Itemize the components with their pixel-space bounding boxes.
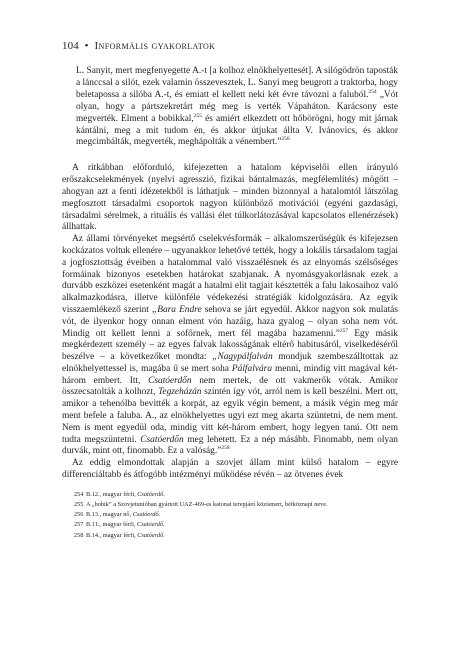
footnote [74,520,398,530]
paragraph-text: Egy másik megkérdezett személy – az egyes falvak lakosságának eltérő habitusáról, viselkedéséről beszélve – a következőket mondta: [62,328,398,363]
block-quote [76,66,398,149]
body-paragraph: Az eddig elmondottak alapján a szovjet állam mint külső hatalom – egyre differenciáltabb és átfogóbb intézményi működése révén – az ötvenes évek [62,458,398,481]
italic-text: Tegzeházán [158,387,202,398]
italic-text: Pálfalvára [231,363,273,374]
paragraph-text: szintén így vót, arról nem is kell beszélni. Mert ott, amikor a tehenólba bevitték a korpát, az egyik végin bement, a másik végin meg már ment befele a faluba. A., az elnökhelyettes ugyi ezt meg akarta szüntetni, de nem ment. Nem is ment egyedül oda, mindig vitt két-három embert, hogy legyen tanú. Ott nem tudta megszüntetni. [62,387,399,445]
footnote-place: Csatóerdő. [132,511,161,519]
footnote-number: 255 [74,501,84,509]
footnote-ref: 255 [193,112,202,119]
page-number: 104 [62,40,79,52]
footnote-ref: 258 [221,445,230,452]
footnote [74,490,398,500]
footnote-place: Csatóerdő. [137,490,165,498]
body-paragraph: A ritkábban előforduló, kifejezetten a hatalom képviselői ellen irányuló erőszakcselekmények (nyelvi agresszió, fizikai bántalmazás, megfélemlítés) mögött – ahogyan azt a fenti idézetekből is láthatjuk – minden bizonnyal a hatalomtól látszólag megfosztott társadalmi csoportok nagyon különböző motivációi (egyéni gazdasági, társadalmi sérelmek, a rituális és vallási élet túlkorlátozásával kapcsolatos ellenérzések) állhattak. [62,163,398,233]
paragraph-text: mondjuk szembeszálltottak az elnökhelyettessel is, magába ű se mert soha [62,352,398,374]
footnote-number: 256 [74,511,84,519]
italic-text: Csatóerdőn [148,375,192,386]
paragraph-text: Az állami törvényeket megsértő cselekvésformák – alkalomszerűségük és kifejezsen kockázatos voltuk ellenére – ugyanakkor lehetővé tették, hogy a lokális társadalom tagjai a jogfosztottság éveiben a hatalommal való visszaélésnek és az elnyomás szélsőséges formáinak bizonyos esetekben határokat szabjanak. A nyomásgyakorlásnak ezek a durvább eszközei esetenként magát a hatalmi elit tagjait késztették a falu lakosaihoz való alkalmazkodásra, illetve különféle védekezési stratégiák kidolgozására. Az egyik visszaemlékező szerint [62,234,398,315]
footnote-text: B.11., magyar férfi, [86,521,137,529]
footnote-text: B.13., magyar nő, [86,511,133,519]
running-header [62,40,398,53]
body-paragraph [62,234,398,458]
footnote-ref: 257 [339,327,349,334]
footnote-place: Csatóerdő. [137,521,165,529]
footnote-number: 257 [74,521,84,529]
footnote-number: 258 [74,531,84,539]
quote-text: és amiért elkezdett ott hőbörögni, hogy mit járnak kántálni, meg a mit tudom én, és akkor útjukat állta V. Ivánovics, és akkor megcimbálták, megverték, meghápolták a vénembert.” [76,113,398,148]
footnote-ref: 256 [281,136,290,143]
quote-text: L. Sanyit, mert megfenyegette A.-t [a kolhoz elnökhelyettesét]. A silógödrön taposták a lánccsal a silót, ezek valamin összevesztek, L. Sanyi meg beugrott a traktorba, hogy beletapossa a silóba A.-t, és emiatt el kellett neki két évre távozni a faluból. [76,66,398,100]
italic-text: „Bara Endre [152,304,202,315]
footnote-ref: 254 [368,88,377,95]
footnote-text: B.12., magyar férfi, [86,490,138,498]
header-bullet: • [84,40,89,52]
footnote-number: 254 [74,490,84,498]
footnote-text: B.14., magyar férfi, [86,531,138,539]
paragraph-text: nem mertek, de ott vakmerők vótak. Amikor összecsatolták a kolhozt, [62,375,398,398]
italic-text: Csatóerdőn [140,434,184,445]
book-page [62,40,398,541]
footnote-place: Csatóerdő. [137,531,165,539]
italic-text: „Nagypálfalván [212,352,273,363]
quote-text: „Vót olyan, hogy a pártszekretárt még meg is verték Vápaháton. Karácsony este megverték. Elment a bobikkal, [76,89,398,124]
paragraph-text: menni, mindig vitt magával két-három embert. Itt, [62,363,398,386]
paragraph-text: meg lehetett. Ez a nép másább. Finomabb, nem olyan durvák, mint ott, finomabb. Ez a valóság.” [62,434,398,457]
paragraph-text: sehova se járt egyedül. Akkor nagyon sok mulatás vót, de ilyenkor hogy onnan elment vón hazáig, haza gyalog – olyan soha nem vót. Mindig ott kellett lenni a sofőrnek, mert fél magába hazamenni.” [62,304,398,339]
running-title: Informális gyakorlatok [94,40,216,52]
footnote [74,531,398,541]
footnote [74,510,398,520]
footnote-text: A „bobik” a Szovjetunióban gyártott UAZ-469-es katonai terepjáró közismert, bétköznapi neve. [86,501,328,509]
footnotes [62,490,398,541]
footnote [74,500,398,510]
